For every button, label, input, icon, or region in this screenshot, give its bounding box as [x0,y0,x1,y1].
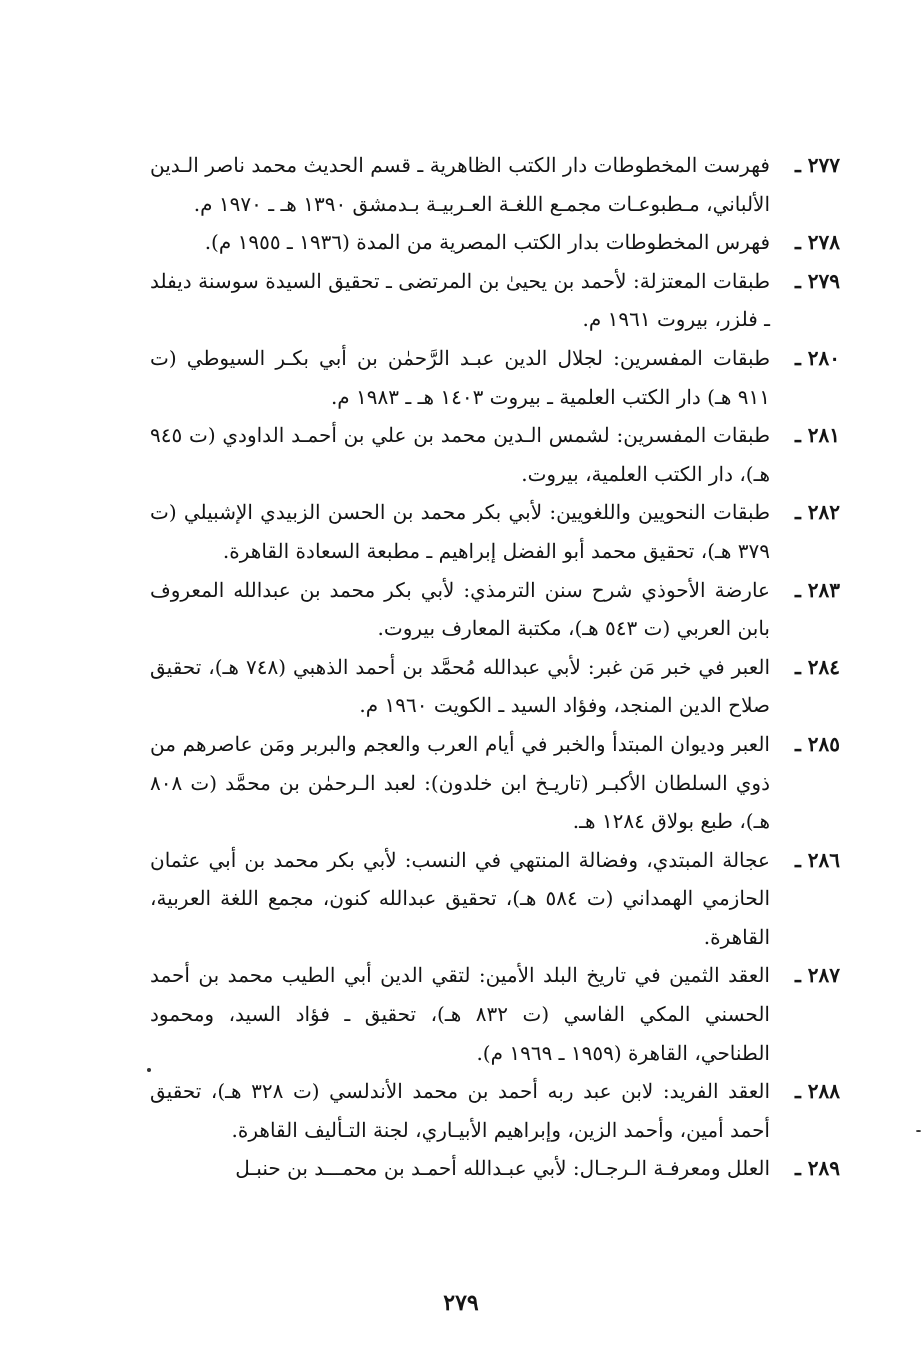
list-item [150,339,840,416]
entry-number: ٢٨٩ ـ [794,1156,840,1181]
entry-text: العبر في خبر مَن غبر: لأبي عبدالله مُحمَّد بن أحمد الذهبي (٧٤٨ هـ)، تحقيق صلاح الدين المنجد، وفؤاد السيد ـ الكويت ١٩٦٠ م. [150,654,771,718]
list-item [150,223,840,262]
entry-number: ٢٧٩ ـ [794,268,840,293]
entry-number: ٢٨٠ ـ [794,345,840,370]
list-item [150,1149,840,1188]
entry-number: ٢٨٦ ـ [794,847,840,872]
list-item [150,262,840,339]
entry-number: ٢٨٣ ـ [794,577,840,602]
entry-text: العبر وديوان المبتدأ والخبر في أيام العرب والعجم والبربر ومَن عاصرهم من ذوي السلطان الأكبـر (تاريـخ ابن خلدون): لعبد الـرحمٰن بن محمَّد (ت ٨٠٨ هـ)، طبع بولاق ١٢٨٤ هـ. [150,731,770,834]
entry-text: طبقات النحويين واللغويين: لأبي بكر محمد بن الحسن الزبيدي الإشبيلي (ت ٣٧٩ هـ)، تحقيق محمد أبو الفضل إبراهيم ـ مطبعة السعادة القاهرة. [150,500,770,563]
list-item [150,648,840,725]
list-item [150,1072,840,1149]
entry-number: ٢٨٤ ـ [794,654,840,679]
entry-text: عجالة المبتدي، وفضالة المنتهي في النسب: لأبي بكر محمد بن أبي عثمان الحازمي الهمداني (ت ٥٨٤ هـ)، تحقيق عبدالله كنون، مجمع اللغة العربية، القاهرة. [150,847,770,949]
list-item [150,956,840,1072]
entry-text: العقد الفريد: لابن عبد ربه أحمد بن محمد الأندلسي (ت ٣٢٨ هـ)، تحقيق أحمد أمين، وأحمد الزين، وإبراهيم الأبيـاري، لجنة التـأليف القاهرة. [150,1079,770,1142]
entry-number: ٢٨٢ ـ [794,500,840,525]
entry-number: ٢٧٧ ـ [794,153,840,177]
page-number: ٢٧٩ [443,1290,479,1316]
entry-text: العقد الثمين في تاريخ البلد الأمين: لتقي الدين أبي الطيب محمد بن أحمد الحسني المكي الفاسي (ت ٨٣٢ هـ)، تحقيق ـ فؤاد السيد، ومحمود الطناحي، القاهرة (١٩٥٩ ـ ١٩٦٩ م). [150,963,770,1065]
entry-text: عارضة الأحوذي شرح سنن الترمذي: لأبي بكر محمد بن عبدالله المعروف بابن العربي (ت ٥٤٣ هـ)، مكتبة المعارف بيروت. [150,577,770,641]
entry-text: طبقات المفسرين: لشمس الـدين محمد بن علي بن أحمـد الداودي (ت ٩٤٥ هـ)، دار الكتب العلمية، بيروت. [150,423,770,486]
list-item [150,493,840,570]
list-item [150,841,840,957]
entry-text: طبقات المفسرين: لجلال الدين عبـد الرَّحمٰن بن أبي بكـر السيوطي (ت ٩١١ هـ) دار الكتب العلمية ـ بيروت ١٤٠٣ هـ ـ ١٩٨٣ م. [150,345,770,409]
entry-text: فهرست المخطوطات دار الكتب الظاهرية ـ قسم الحديث محمد ناصر الـدين الألباني، مـطبوعـات مجمـع اللغـة العـربيـة بـدمشق ١٣٩٠ هـ ـ ١٩٧٠ م. [150,153,770,216]
entry-number: ٢٨٨ ـ [794,1079,840,1104]
bibliography-list [150,146,840,1188]
scan-speck [147,1068,151,1072]
entry-text: العلل ومعرفـة الـرجـال: لأبي عبـدالله أحمـد بن محمـــد بن حنبـل [235,1156,770,1181]
entry-text: فهرس المخطوطات بدار الكتب المصرية من المدة (١٩٣٦ ـ ١٩٥٥ م). [204,230,770,255]
list-item [150,571,840,648]
entry-number: ٢٨٥ ـ [794,731,840,756]
scan-speck [916,1130,921,1132]
list-item [150,725,840,841]
entry-number: ٢٨١ ـ [794,423,840,448]
entry-text: طبقات المعتزلة: لأحمد بن يحيىٰ بن المرتضى ـ تحقيق السيدة سوسنة ديفلد ـ فلزر، بيروت ١٩٦١ م. [150,268,770,332]
list-item [150,416,840,493]
entry-number: ٢٨٧ ـ [794,963,840,988]
list-item [150,146,840,223]
entry-number: ٢٧٨ ـ [794,230,840,255]
